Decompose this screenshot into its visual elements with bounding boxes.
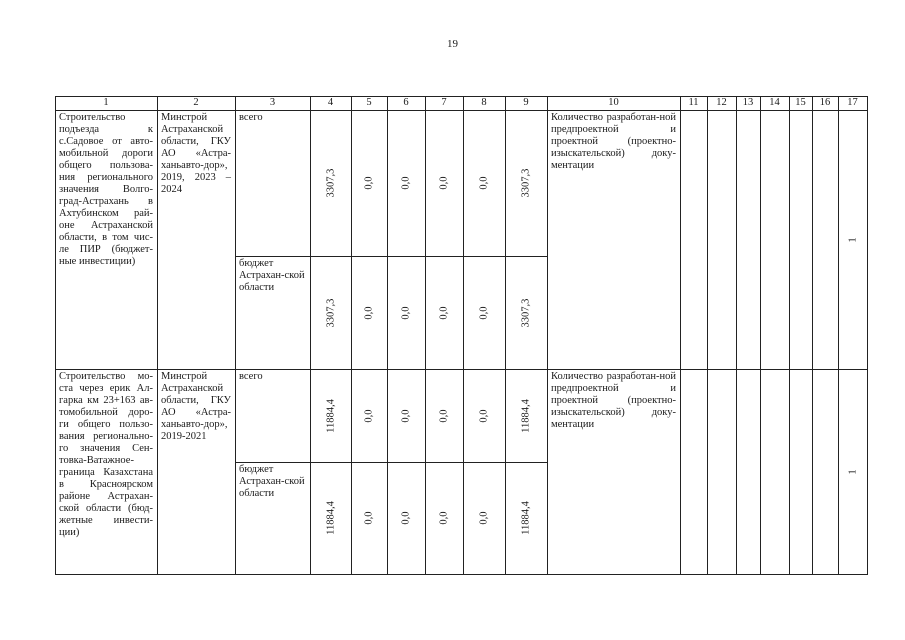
column-header-13: 13 — [742, 97, 754, 108]
table-rule — [55, 96, 56, 575]
column-header-17: 17 — [847, 97, 858, 108]
value-col-4: 11884,4 — [325, 501, 336, 535]
value-col-7: 0,0 — [438, 305, 450, 320]
column-header-14: 14 — [769, 97, 780, 108]
value-col-4: 11884,4 — [325, 398, 336, 433]
indicator-value: 1 — [847, 468, 858, 475]
table-rule — [235, 462, 547, 463]
table-rule — [463, 96, 464, 575]
table-rule — [55, 110, 868, 111]
value-col-5: 0,0 — [363, 511, 375, 525]
table-rule — [760, 96, 761, 575]
column-header-3: 3 — [269, 97, 276, 108]
column-header-8: 8 — [481, 97, 487, 108]
value-col-9: 3307,3 — [520, 298, 532, 327]
table-rule — [789, 96, 790, 575]
column-header-5: 5 — [366, 97, 372, 108]
column-header-6: 6 — [403, 97, 409, 108]
column-header-2: 2 — [193, 97, 199, 108]
table-rule — [351, 96, 352, 575]
value-col-8: 0,0 — [478, 511, 490, 525]
object-name: Строительство мо-ста через ерик Ал-гарка км 23+163 ав-томобильной доро-ги общего пользо-вания регионально-го значения Сен-товка-Ватажное-граница Казахстана в Красноярском районе Астрахан-ской области (бюд-жетные инвести-ции) — [59, 371, 153, 538]
value-col-4: 3307,3 — [325, 298, 336, 327]
value-col-5: 0,0 — [363, 176, 375, 190]
value-col-8: 0,0 — [478, 305, 490, 320]
column-header-4: 4 — [327, 97, 334, 108]
value-col-6: 0,0 — [400, 176, 412, 190]
source-label: бюджет Астрахан-ской области — [239, 464, 305, 499]
value-col-9: 11884,4 — [520, 398, 532, 433]
page-number: 19 — [447, 38, 458, 50]
column-header-12: 12 — [716, 97, 727, 108]
column-header-11: 11 — [688, 97, 699, 108]
table-rule — [505, 96, 506, 575]
table-rule — [55, 96, 868, 97]
column-header-15: 15 — [795, 97, 806, 108]
table-rule — [680, 96, 681, 575]
indicator: Количество разработан-ной предпроектной и проектной (проектно-изыскательской) доку-ментации — [551, 371, 676, 430]
value-col-9: 3307,3 — [520, 168, 532, 198]
value-col-7: 0,0 — [438, 511, 450, 525]
value-col-9: 11884,4 — [520, 501, 532, 535]
table-rule — [55, 574, 868, 575]
column-header-7: 7 — [441, 97, 447, 108]
value-col-7: 0,0 — [438, 408, 450, 423]
executor: Минстрой Астраханской области, ГКУ АО «Астра-ханьавто-дор», 2019-2021 — [161, 371, 231, 442]
column-header-1: 1 — [103, 97, 109, 108]
value-col-6: 0,0 — [400, 408, 412, 423]
column-header-16: 16 — [819, 97, 831, 108]
table-rule — [812, 96, 813, 575]
column-header-9: 9 — [523, 97, 529, 108]
source-label: бюджет Астрахан-ской области — [239, 258, 305, 293]
object-name: Строительство подъезда к с.Садовое от авто-мобильной дороги общего пользова-ния регионального значения Волго-град-Астрахань в Ахтубинском рай-оне Астраханской области, в том чис-ле ПИР (бюджет-ные инвестиции) — [59, 112, 153, 267]
source-label: всего — [239, 371, 263, 382]
table-rule — [55, 369, 868, 370]
indicator-value: 1 — [847, 236, 858, 243]
column-header-10: 10 — [608, 97, 619, 108]
value-col-8: 0,0 — [478, 176, 490, 190]
table-rule — [235, 256, 547, 257]
value-col-7: 0,0 — [438, 176, 450, 190]
table-rule — [736, 96, 737, 575]
table-rule — [425, 96, 426, 575]
table-rule — [235, 96, 236, 575]
table-rule — [387, 96, 388, 575]
value-col-4: 3307,3 — [325, 168, 336, 198]
source-label: всего — [239, 112, 263, 123]
table-rule — [707, 96, 708, 575]
indicator: Количество разработан-ной предпроектной и проектной (проектно-изыскательской) доку-ментации — [551, 112, 676, 171]
table-rule — [838, 96, 839, 575]
value-col-8: 0,0 — [478, 408, 490, 423]
table-rule — [310, 96, 311, 575]
value-col-5: 0,0 — [363, 408, 375, 423]
value-col-5: 0,0 — [363, 305, 375, 320]
table-rule — [547, 96, 548, 575]
value-col-6: 0,0 — [400, 305, 412, 320]
executor: Минстрой Астраханской области, ГКУ АО «Астра-ханьавто-дор», 2019, 2023 – 2024 — [161, 112, 231, 195]
table-rule — [867, 96, 868, 575]
table-rule — [157, 96, 158, 575]
value-col-6: 0,0 — [400, 511, 412, 525]
